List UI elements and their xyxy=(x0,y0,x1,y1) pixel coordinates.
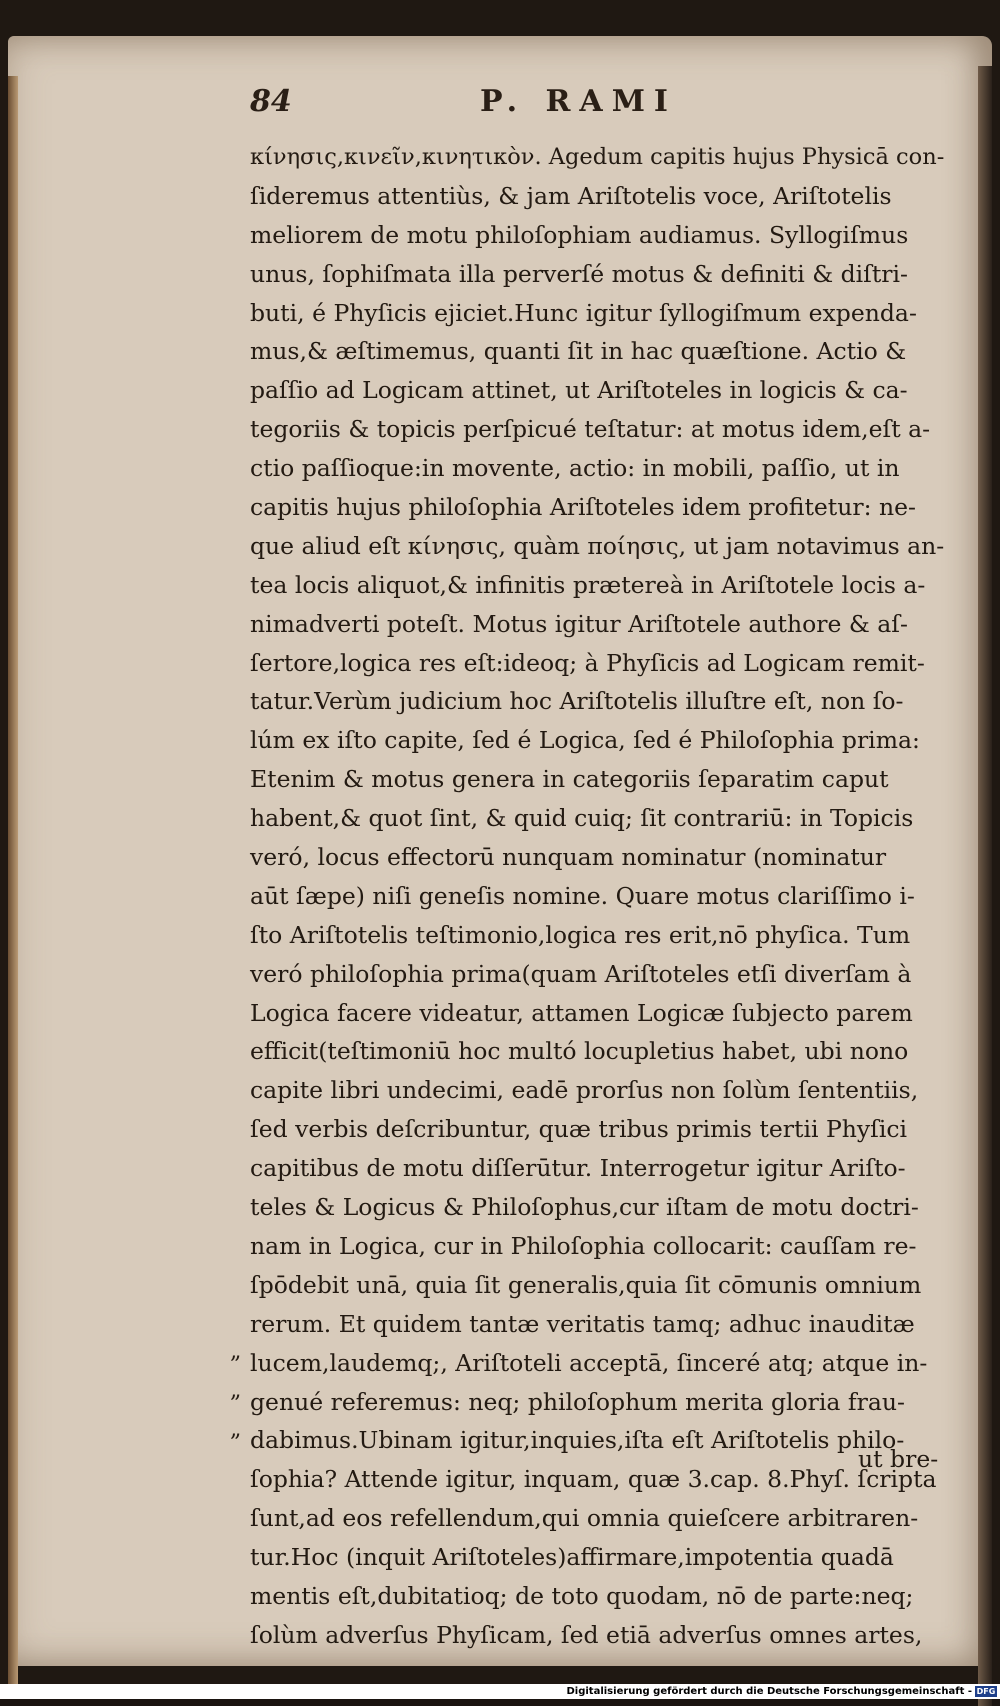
page-number: 84 xyxy=(250,84,292,119)
text-line: unus, ſophiſmata illa perverſé motus & definiti & diſtri- xyxy=(250,259,908,288)
text-line: mus,& æſtimemus, quanti ſit in hac quæſtione. Actio & xyxy=(250,337,907,366)
quote-mark: „ xyxy=(230,1416,242,1442)
text-line: paſſio ad Logicam attinet, ut Ariſtoteles in logicis & ca- xyxy=(250,376,908,405)
text-line: aūt ſæpe) niſi geneſis nomine. Quare motus clariſſimo i- xyxy=(250,881,915,910)
text-line: habent,& quot ſint, & quid cuiq; ſit contrariū: in Topicis xyxy=(250,804,914,833)
text-line: Etenim & motus genera in categoriis ſeparatim caput xyxy=(250,765,889,794)
text-line: dabimus.Ubinam igitur,inquies,iſta eſt Ariſtotelis philo- xyxy=(250,1426,905,1455)
text-line: ſed verbis deſcribuntur, quæ tribus primis tertii Phyſici xyxy=(250,1115,908,1144)
text-line: que aliud eſt κίνησις, quàm ποίησις, ut jam notavimus an- xyxy=(250,531,945,560)
text-line: κίνησις,κινεῖν,κινητικὸν. Agedum capitis hujus Physicā con- xyxy=(250,144,945,170)
text-line: veró philoſophia prima(quam Ariſtoteles etſi diverſam à xyxy=(250,959,912,988)
text-line: lucem,laudemq;, Ariſtoteli acceptā, ſinceré atq; atque in- xyxy=(250,1348,928,1377)
text-line: tegoriis & topicis perſpicué teſtatur: at motus idem,eſt a- xyxy=(250,415,931,444)
text-line: capite libri undecimi, eadē prorſus non ſolùm ſententiis, xyxy=(250,1076,919,1105)
page-header xyxy=(250,84,930,124)
page-fore-edge xyxy=(8,76,18,1686)
text-line: nimadverti poteſt. Motus igitur Ariſtotele authore & aſ- xyxy=(250,609,908,638)
catchword: ut bre- xyxy=(858,1445,939,1473)
text-line: ſpōdebit unā, quia ſit generalis,quia ſit cōmunis omnium xyxy=(250,1270,922,1299)
text-line: tur.Hoc (inquit Ariſtoteles)affirmare,impotentia quadā xyxy=(250,1543,894,1572)
text-line: ctio paſſioque:in movente, actio: in mobili, paſſio, ut in xyxy=(250,454,900,483)
footer-bar xyxy=(0,1684,1000,1699)
text-line: rerum. Et quidem tantæ veritatis tamq; adhuc inauditæ xyxy=(250,1309,915,1338)
text-line: ſideremus attentiùs, & jam Ariſtotelis voce, Ariſtotelis xyxy=(250,181,892,210)
text-line: tea locis aliquot,& infinitis prætereà in Ariſtotele locis a- xyxy=(250,570,926,599)
body-text xyxy=(250,138,950,1655)
text-line: efficit(teſtimoniū hoc multó locupletius habet, ubi nono xyxy=(250,1037,909,1066)
text-line: capitibus de motu diſſerūtur. Interrogetur igitur Ariſto- xyxy=(250,1154,906,1183)
text-line: genué referemus: neq; philoſophum merita gloria frau- xyxy=(250,1387,905,1416)
text-line: ſophia? Attende igitur, inquam, quæ 3.cap. 8.Phyſ. ſcripta xyxy=(250,1465,937,1494)
text-line: meliorem de motu philoſophiam audiamus. Syllogiſmus xyxy=(250,220,909,249)
text-line: ſolùm adverſus Phyſicam, ſed etiā adverſus omnes artes, xyxy=(250,1620,923,1649)
text-line: teles & Logicus & Philoſophus,cur iſtam de motu doctri- xyxy=(250,1193,919,1222)
running-head: P. RAMI xyxy=(480,84,677,119)
quotation-marks-margin xyxy=(230,1333,241,1450)
text-line: capitis hujus philoſophia Ariſtoteles idem profitetur: ne- xyxy=(250,493,916,522)
funding-credit: Digitalisierung gefördert durch die Deutsche Forschungsgemeinschaft - xyxy=(566,1686,972,1697)
dfg-logo: DFG xyxy=(976,1687,996,1696)
text-line: ſto Ariſtotelis teſtimonio,logica res erit,nō phyſica. Tum xyxy=(250,920,911,949)
text-line: ſunt,ad eos refellendum,qui omnia quieſcere arbitraren- xyxy=(250,1504,919,1533)
quote-mark: „ xyxy=(230,1377,242,1403)
quote-mark: „ xyxy=(230,1339,242,1364)
text-line: mentis eſt,dubitatioq; de toto quodam, nō de parte:neq; xyxy=(250,1581,914,1610)
text-line: veró, locus effectorū nunquam nominatur (nominatur xyxy=(250,843,887,872)
text-line: nam in Logica, cur in Philoſophia collocarit: cauſſam re- xyxy=(250,1231,917,1260)
text-line: buti, é Phyſicis ejiciet.Hunc igitur ſyllogiſmum expenda- xyxy=(250,298,917,327)
text-line: Logica facere videatur, attamen Logicæ ſubjecto parem xyxy=(250,998,913,1027)
text-line: lúm ex iſto capite, ſed é Logica, ſed é Philoſophia prima: xyxy=(250,726,920,755)
text-line: ſertore,logica res eſt:ideoq; à Phyſicis ad Logicam remit- xyxy=(250,648,925,677)
text-line: tatur.Verùm judicium hoc Ariſtotelis illuſtre eſt, non ſo- xyxy=(250,687,904,716)
page-gutter-shadow xyxy=(978,66,992,1706)
